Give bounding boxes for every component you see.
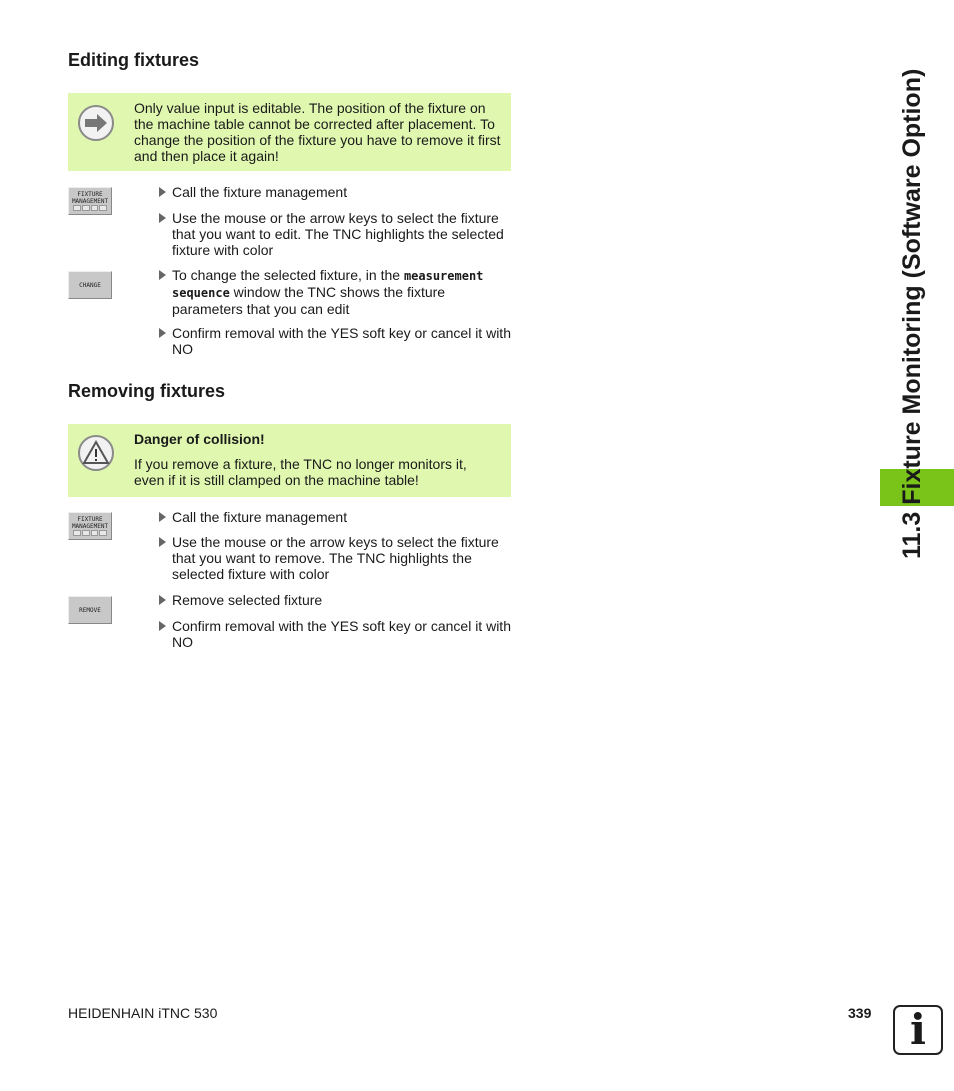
step-item	[159, 184, 514, 200]
heading-editing-fixtures: Editing fixtures	[68, 50, 200, 70]
step-item	[159, 592, 514, 608]
softkey-label: CHANGE	[79, 282, 101, 289]
step-item	[159, 618, 514, 650]
softkey-line-1: FIXTURE	[77, 191, 103, 198]
note-text: Only value input is editable. The position of the fixture on the machine table cannot be corrected after placement. To change the position of the fixture you have to remove it first and then place it again!	[134, 100, 501, 164]
page-number: 339	[848, 1005, 872, 1021]
step-arrow-icon	[159, 270, 166, 280]
softkey-graphic	[73, 205, 107, 211]
step-text: Use the mouse or the arrow keys to select the fixture that you want to edit. The TNC highlights the selected fixture with color	[172, 210, 504, 258]
step-text: Use the mouse or the arrow keys to select the fixture that you want to remove. The TNC highlights the selected fixture with color	[172, 534, 499, 582]
step-text: To change the selected fixture, in the measurement sequence window the TNC shows the fixture parameters that you can edit	[172, 267, 484, 317]
softkey-fixture-management[interactable]	[68, 187, 112, 215]
footer-product: HEIDENHAIN iTNC 530	[68, 1005, 218, 1021]
step-item	[159, 534, 514, 582]
step-arrow-icon	[159, 537, 166, 547]
softkey-line-2: MANAGEMENT	[71, 198, 109, 205]
step-item	[159, 267, 514, 317]
heading-removing-fixtures: Removing fixtures	[68, 381, 226, 401]
softkey-line-2: MANAGEMENT	[71, 523, 109, 530]
step-arrow-icon	[159, 213, 166, 223]
step-item	[159, 210, 514, 258]
info-icon: i	[893, 1005, 943, 1055]
step-text: Remove selected fixture	[172, 592, 323, 608]
side-chapter-title: 11.3 Fixture Monitoring (Software Option)	[898, 68, 926, 559]
softkey-change[interactable]	[68, 271, 112, 299]
step-arrow-icon	[159, 512, 166, 522]
step-text: Call the fixture management	[172, 509, 348, 525]
softkey-fixture-management[interactable]	[68, 512, 112, 540]
step-arrow-icon	[159, 187, 166, 197]
arrow-right-icon	[78, 105, 114, 141]
step-arrow-icon	[159, 595, 166, 605]
softkey-remove[interactable]	[68, 596, 112, 624]
step-text: Confirm removal with the YES soft key or cancel it with NO	[172, 618, 511, 650]
softkey-label: REMOVE	[79, 607, 101, 614]
step-text: Confirm removal with the YES soft key or cancel it with NO	[172, 325, 511, 357]
step-item	[159, 325, 514, 357]
step-arrow-icon	[159, 621, 166, 631]
code-measurement-sequence: measurement sequence	[172, 269, 484, 300]
step-arrow-icon	[159, 328, 166, 338]
warning-triangle-icon	[78, 435, 114, 471]
softkey-graphic	[73, 530, 107, 536]
step-item	[159, 509, 514, 525]
warning-text: If you remove a fixture, the TNC no longer monitors it, even if it is still clamped on the machine table!	[134, 456, 467, 488]
step-text: Call the fixture management	[172, 184, 348, 200]
warning-note	[68, 424, 511, 497]
warning-title: Danger of collision!	[134, 431, 265, 447]
softkey-line-1: FIXTURE	[77, 516, 103, 523]
info-note	[68, 93, 511, 171]
